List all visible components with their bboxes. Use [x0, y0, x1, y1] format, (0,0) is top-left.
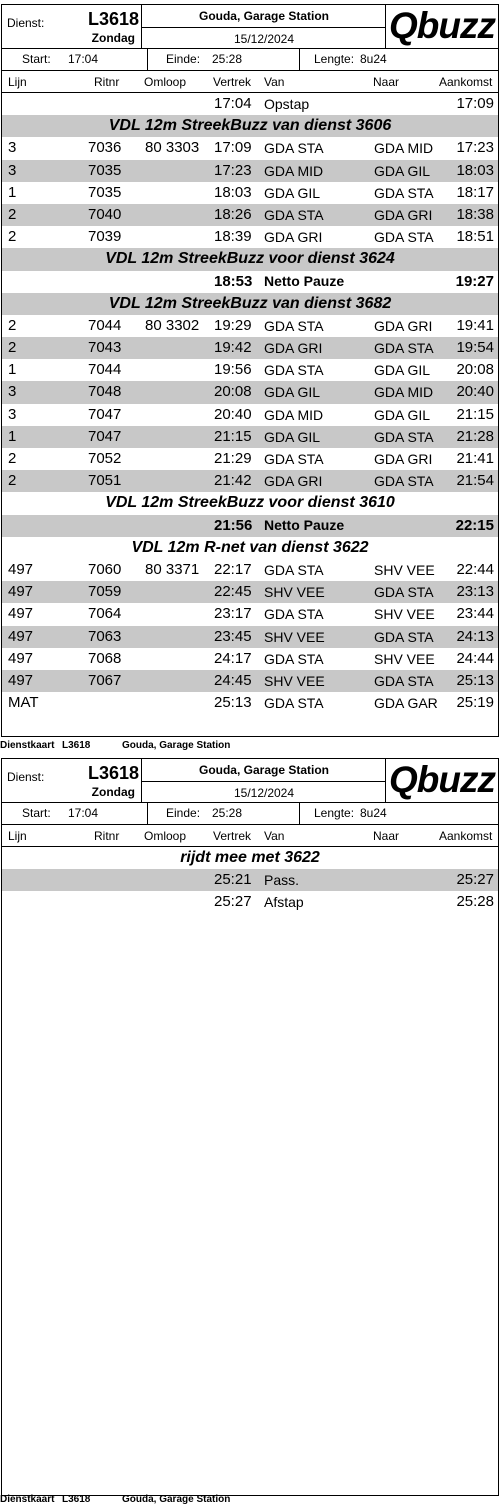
cell-van: Netto Pauze: [264, 516, 345, 533]
length-cell: [300, 49, 498, 70]
dienst-label: Dienst:: [7, 16, 45, 30]
cell-vertrek: 24:17: [214, 649, 252, 667]
cell-lijn: 2: [8, 339, 17, 357]
cell-van: SHV VEE: [264, 672, 325, 689]
cell-van: GDA STA: [264, 317, 324, 334]
cell-lijn: 2: [8, 316, 17, 334]
footer-location: Gouda, Garage Station: [122, 740, 231, 751]
trip-row: [2, 204, 498, 226]
cell-lijn: 3: [8, 139, 17, 157]
cell-omloop: 80 3302: [145, 316, 200, 334]
cell-naar: GDA GRI: [374, 206, 433, 223]
cell-naar: GDA STA: [374, 473, 434, 490]
footer-location: Gouda, Garage Station: [122, 1494, 231, 1505]
header-dienst-cell: [2, 5, 142, 49]
cell-van: Opstap: [264, 96, 310, 112]
column-header: [2, 71, 498, 93]
cell-van: SHV VEE: [264, 628, 325, 645]
cell-naar: GDA GRI: [374, 317, 433, 334]
end-time: 25:28: [212, 806, 243, 820]
cell-naar: GDA STA: [374, 672, 434, 689]
cell-ritnr: 7036: [88, 139, 122, 157]
date: 15/12/2024: [233, 786, 295, 800]
cell-aankomst: 23:44: [456, 605, 494, 623]
cell-ritnr: 7068: [88, 649, 122, 667]
trip-rows: [2, 847, 498, 914]
cell-van: GDA GRI: [264, 473, 323, 490]
length-label: Lengte:: [314, 806, 355, 820]
cell-ritnr: 7047: [88, 405, 122, 423]
cell-lijn: 2: [8, 205, 17, 223]
cell-naar: GDA MID: [374, 384, 434, 401]
cell-van: GDA MID: [264, 406, 324, 423]
cell-vertrek: 18:03: [214, 183, 252, 201]
cell-aankomst: 17:09: [456, 95, 494, 112]
cell-naar: GDA STA: [374, 229, 434, 246]
start-time: 17:04: [68, 806, 99, 820]
cell-ritnr: 7059: [88, 583, 122, 601]
trip-row: [2, 670, 498, 692]
footer-dienst: L3618: [62, 740, 91, 751]
cell-aankomst: 24:13: [456, 627, 494, 645]
cell-van: Netto Pauze: [264, 272, 345, 289]
section-header: VDL 12m R-net van dienst 3622: [2, 537, 498, 559]
cell-naar: SHV VEE: [374, 561, 435, 578]
cell-ritnr: 7039: [88, 228, 122, 246]
cell-van: GDA STA: [264, 561, 324, 578]
cell-lijn: MAT: [8, 694, 39, 712]
cell-omloop: 80 3371: [145, 560, 200, 578]
trip-row: [2, 337, 498, 359]
location-name: Gouda, Garage Station: [198, 9, 330, 23]
cell-vertrek: 22:17: [214, 560, 252, 578]
footer-label: Dienstkaart: [0, 740, 55, 751]
cell-ritnr: 7052: [88, 450, 122, 467]
cell-vertrek: 22:45: [214, 583, 252, 601]
cell-vertrek: 21:15: [214, 427, 252, 445]
cell-vertrek: 18:39: [214, 228, 252, 246]
section-header: rijdt mee met 3622: [2, 847, 498, 869]
cell-vertrek: 19:56: [214, 361, 252, 379]
cell-vertrek: 25:21: [214, 871, 252, 889]
dienst-label: Dienst:: [7, 770, 45, 784]
pause-row: [2, 271, 498, 293]
cell-aankomst: 23:13: [456, 583, 494, 601]
cell-vertrek: 20:08: [214, 383, 252, 401]
start-time: 17:04: [68, 52, 99, 66]
cell-vertrek: 21:42: [214, 472, 252, 490]
cell-van: GDA STA: [264, 606, 324, 623]
cell-ritnr: 7035: [88, 161, 122, 179]
section-header: VDL 12m StreekBuzz voor dienst 3610: [2, 492, 498, 514]
cell-ritnr: 7043: [88, 339, 122, 357]
col-van: Van: [264, 75, 285, 89]
end-label: Einde:: [166, 806, 201, 820]
dienstkaart-page-2: [0, 754, 500, 1505]
cell-ritnr: 7044: [88, 316, 122, 334]
cell-van: GDA STA: [264, 695, 324, 712]
col-omloop: Omloop: [144, 829, 187, 843]
cell-aankomst: 21:15: [456, 405, 494, 423]
cell-naar: GDA STA: [374, 584, 434, 601]
cell-van: GDA STA: [264, 362, 324, 379]
cell-lijn: 2: [8, 472, 17, 490]
cell-naar: GDA GAR: [374, 695, 438, 712]
end-label: Einde:: [166, 52, 201, 66]
day-label: Zondag: [91, 785, 135, 799]
col-aankomst: Aankomst: [439, 75, 493, 89]
cell-naar: GDA MID: [374, 140, 434, 157]
trip-row: [2, 381, 498, 403]
cell-van: SHV VEE: [264, 584, 325, 601]
length-value: 8u24: [360, 52, 387, 66]
length-cell: [300, 803, 498, 824]
cell-aankomst: 21:54: [456, 472, 494, 490]
length-value: 8u24: [360, 806, 387, 820]
cell-aankomst: 21:41: [456, 450, 494, 467]
cell-naar: GDA STA: [374, 428, 434, 445]
cell-lijn: 2: [8, 450, 17, 467]
column-header: [2, 825, 498, 847]
cell-lijn: 2: [8, 228, 17, 246]
cell-omloop: 80 3303: [145, 139, 200, 157]
section-header: VDL 12m StreekBuzz voor dienst 3624: [2, 248, 498, 270]
cell-naar: SHV VEE: [374, 606, 435, 623]
cell-vertrek: 19:29: [214, 316, 252, 334]
header-location-cell: [142, 5, 386, 49]
trip-row: [2, 581, 498, 603]
cell-lijn: 1: [8, 361, 17, 379]
header-divider: [142, 27, 385, 28]
cell-aankomst: 25:27: [456, 871, 494, 889]
col-ritnr: Ritnr: [94, 829, 120, 843]
cell-aankomst: 25:19: [456, 694, 494, 712]
cell-lijn: 3: [8, 383, 17, 401]
cell-naar: GDA GIL: [374, 406, 431, 423]
cell-naar: GDA STA: [374, 184, 434, 201]
start-cell: [2, 49, 148, 70]
cell-ritnr: 7060: [88, 560, 122, 578]
header-logo-cell: [386, 5, 498, 49]
cell-lijn: 497: [8, 560, 34, 578]
pause-row: [2, 515, 498, 537]
cell-aankomst: 25:13: [456, 671, 494, 689]
trip-row: [2, 603, 498, 625]
trip-row: [2, 891, 498, 913]
dienstkaart-frame: [1, 4, 499, 737]
trip-row: [2, 182, 498, 204]
cell-ritnr: 7067: [88, 671, 122, 689]
cell-van: GDA GIL: [264, 184, 321, 201]
cell-vertrek: 23:17: [214, 605, 252, 623]
cell-ritnr: 7063: [88, 627, 122, 645]
cell-aankomst: 18:51: [456, 228, 494, 246]
cell-ritnr: 7064: [88, 605, 122, 623]
cell-van: Pass.: [264, 872, 300, 889]
cell-lijn: 3: [8, 405, 17, 423]
cell-van: GDA MID: [264, 162, 324, 179]
col-vertrek: Vertrek: [213, 75, 252, 89]
cell-vertrek: 21:56: [214, 516, 253, 534]
col-ritnr: Ritnr: [94, 75, 120, 89]
cell-aankomst: 19:41: [456, 316, 494, 334]
cell-van: Afstap: [264, 894, 304, 911]
footer-dienst: L3618: [62, 1494, 91, 1505]
cell-lijn: 497: [8, 627, 34, 645]
cell-ritnr: 7035: [88, 183, 122, 201]
trip-row: [2, 404, 498, 426]
end-cell: [148, 49, 300, 70]
trip-row: [2, 559, 498, 581]
cell-van: GDA STA: [264, 451, 324, 467]
cell-naar: GDA STA: [374, 628, 434, 645]
qbuzz-logo: Qbuzz: [389, 5, 495, 46]
cell-lijn: 1: [8, 427, 17, 445]
cell-lijn: 497: [8, 649, 34, 667]
cell-vertrek: 25:27: [214, 893, 252, 911]
cell-ritnr: 7047: [88, 427, 122, 445]
cell-vertrek: 19:42: [214, 339, 252, 357]
cell-van: GDA GIL: [264, 428, 321, 445]
footer-label: Dienstkaart: [0, 1494, 55, 1505]
cell-van: GDA STA: [264, 206, 324, 223]
cell-vertrek: 25:13: [214, 694, 252, 712]
cell-naar: GDA STA: [374, 340, 434, 357]
section-header: VDL 12m StreekBuzz van dienst 3682: [2, 293, 498, 315]
dienst-number: L3618: [87, 9, 139, 29]
cell-lijn: 497: [8, 605, 34, 623]
cell-aankomst: 25:28: [456, 893, 494, 911]
trip-row: [2, 448, 498, 470]
summary-bar: [2, 803, 498, 825]
trip-row: [2, 648, 498, 670]
col-naar: Naar: [373, 829, 400, 843]
col-naar: Naar: [373, 75, 400, 89]
cell-lijn: 3: [8, 161, 17, 179]
dienstkaart-page-1: [0, 0, 500, 751]
cell-lijn: 497: [8, 671, 34, 689]
trip-row: [2, 426, 498, 448]
cell-ritnr: 7040: [88, 205, 122, 223]
start-label: Start:: [22, 806, 51, 820]
cell-lijn: 1: [8, 183, 17, 201]
cell-vertrek: 21:29: [214, 450, 252, 467]
cell-vertrek: 17:04: [214, 95, 252, 112]
dienst-number: L3618: [87, 763, 139, 783]
cell-vertrek: 23:45: [214, 627, 252, 645]
cell-aankomst: 18:38: [456, 205, 494, 223]
cell-aankomst: 22:15: [455, 516, 494, 534]
summary-bar: [2, 49, 498, 71]
cell-vertrek: 24:45: [214, 671, 252, 689]
trip-row: [2, 692, 498, 714]
header-logo-cell: [386, 759, 498, 803]
cell-aankomst: 19:27: [455, 272, 494, 290]
cell-ritnr: 7051: [88, 472, 122, 490]
col-lijn: Lijn: [8, 75, 27, 89]
cell-aankomst: 21:28: [456, 427, 494, 445]
end-cell: [148, 803, 300, 824]
cell-naar: GDA GRI: [374, 451, 433, 467]
qbuzz-logo: Qbuzz: [389, 759, 495, 800]
trip-rows: [2, 93, 498, 714]
trip-row: [2, 470, 498, 492]
cell-naar: SHV VEE: [374, 650, 435, 667]
header: [2, 759, 498, 803]
cell-aankomst: 18:03: [456, 161, 494, 179]
col-van: Van: [264, 829, 285, 843]
trip-row: [2, 626, 498, 648]
end-time: 25:28: [212, 52, 243, 66]
cell-aankomst: 18:17: [456, 183, 494, 201]
trip-row: [2, 359, 498, 381]
trip-row: [2, 93, 498, 115]
col-omloop: Omloop: [144, 75, 187, 89]
cell-vertrek: 18:26: [214, 205, 252, 223]
cell-van: GDA GRI: [264, 229, 323, 246]
date: 15/12/2024: [233, 32, 295, 46]
header-dienst-cell: [2, 759, 142, 803]
trip-row: [2, 226, 498, 248]
cell-vertrek: 17:09: [214, 139, 252, 157]
cell-vertrek: 18:53: [214, 272, 253, 290]
cell-vertrek: 20:40: [214, 405, 252, 423]
cell-aankomst: 20:40: [456, 383, 494, 401]
cell-lijn: 497: [8, 583, 34, 601]
trip-row: [2, 315, 498, 337]
trip-row: [2, 137, 498, 159]
cell-aankomst: 20:08: [456, 361, 494, 379]
trip-row: [2, 160, 498, 182]
start-cell: [2, 803, 148, 824]
col-vertrek: Vertrek: [213, 829, 252, 843]
section-header: VDL 12m StreekBuzz van dienst 3606: [2, 115, 498, 137]
location-name: Gouda, Garage Station: [198, 763, 330, 777]
header: [2, 5, 498, 49]
col-aankomst: Aankomst: [439, 829, 493, 843]
cell-van: GDA STA: [264, 650, 324, 667]
cell-aankomst: 19:54: [456, 339, 494, 357]
cell-ritnr: 7044: [88, 361, 122, 379]
cell-aankomst: 24:44: [456, 649, 494, 667]
trip-row: [2, 869, 498, 891]
cell-vertrek: 17:23: [214, 161, 252, 179]
header-location-cell: [142, 759, 386, 803]
cell-van: GDA GIL: [264, 384, 321, 401]
cell-aankomst: 22:44: [456, 560, 494, 578]
start-label: Start:: [22, 52, 51, 66]
cell-van: GDA GRI: [264, 340, 323, 357]
header-divider: [142, 781, 385, 782]
cell-naar: GDA GIL: [374, 162, 431, 179]
cell-van: GDA STA: [264, 140, 324, 157]
day-label: Zondag: [91, 31, 135, 45]
length-label: Lengte:: [314, 52, 355, 66]
col-lijn: Lijn: [8, 829, 27, 843]
cell-ritnr: 7048: [88, 383, 122, 401]
dienstkaart-frame: [1, 758, 499, 1496]
cell-aankomst: 17:23: [456, 139, 494, 157]
cell-naar: GDA GIL: [374, 362, 431, 379]
